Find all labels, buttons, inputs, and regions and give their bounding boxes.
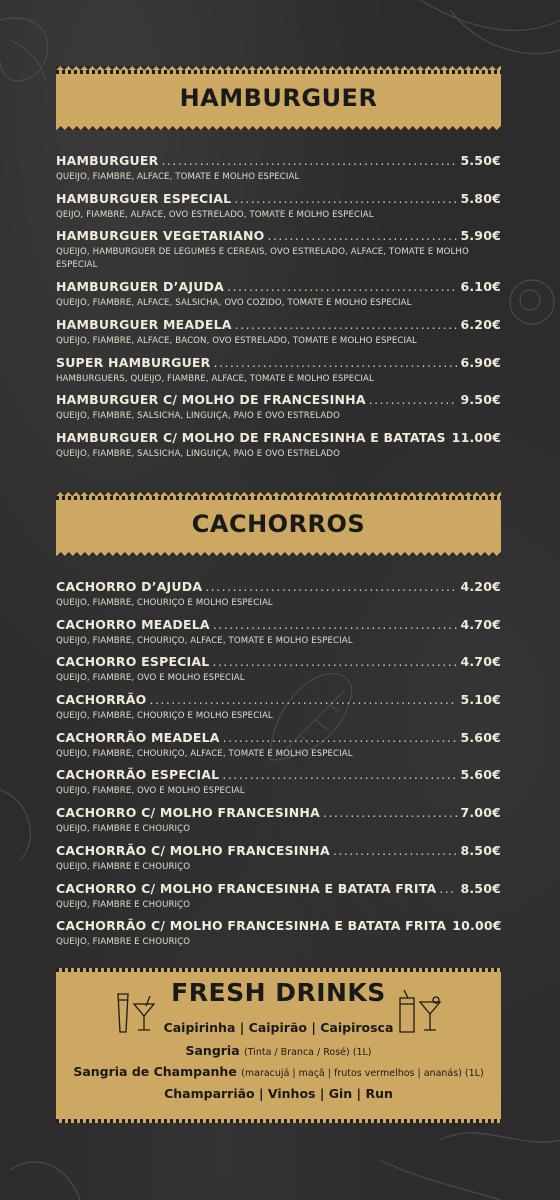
banner-zigzag-bottom: [56, 122, 501, 130]
item-description: QUEIJO, FIAMBRE, ALFACE, BACON, OVO ESTRELADO, TOMATE E MOLHO ESPECIAL: [56, 336, 417, 347]
leader-dots: [369, 392, 458, 408]
item-price: 10.00€: [452, 918, 502, 934]
menu-item: [56, 654, 501, 692]
item-description: QUEIJO, FIAMBRE E CHOURIÇO: [56, 937, 191, 948]
fresh-drinks-panel: [56, 968, 501, 1123]
item-price: 4.20€: [460, 579, 501, 594]
item-description: QUEIJO, FIAMBRE, OVO E MOLHO ESPECIAL: [56, 673, 245, 684]
menu-item: [56, 392, 501, 430]
item-name: CACHORRÃO C/ MOLHO FRANCESINHA: [56, 842, 330, 858]
item-price: 9.50€: [460, 392, 501, 408]
item-price: 6.10€: [460, 279, 501, 295]
drinks-line-champanhe: [56, 1064, 501, 1079]
drinks-line-others: Champarrião | Vinhos | Gin | Run: [164, 1086, 393, 1101]
item-description: QUEIJO, FIAMBRE, ALFACE, SALSICHA, OVO COZIDO, TOMATE E MOLHO ESPECIAL: [56, 298, 412, 309]
item-price: 5.90€: [460, 228, 501, 244]
menu-item: [56, 617, 501, 655]
cachorros-section-title: CACHORROS: [191, 510, 366, 538]
item-price: 11.00€: [451, 430, 502, 446]
item-name: HAMBURGUER C/ MOLHO DE FRANCESINHA E BATATAS: [56, 430, 446, 446]
item-price: 5.50€: [460, 153, 501, 168]
item-name: SUPER HAMBURGUER: [56, 354, 211, 370]
item-name: CACHORRO C/ MOLHO FRANCESINHA: [56, 805, 320, 821]
drinks-line-sangria: [56, 1043, 501, 1058]
leader-dots: [212, 654, 457, 670]
item-name: CACHORRO MEADELA: [56, 616, 210, 632]
item-name: HAMBURGUER VEGETARIANO: [56, 228, 265, 244]
leader-dots: [161, 153, 457, 169]
menu-item: [56, 430, 501, 468]
leader-dots: [213, 617, 458, 633]
item-description: QUEIJO, FIAMBRE, CHOURIÇO, ALFACE, TOMATE E MOLHO ESPECIAL: [56, 748, 353, 759]
menu-item: [56, 881, 501, 919]
fresh-drinks-title: FRESH DRINKS: [171, 978, 386, 1007]
item-price: 8.50€: [460, 842, 501, 858]
leader-dots: [323, 805, 457, 821]
menu-item: [56, 767, 501, 805]
item-price: 5.10€: [460, 692, 501, 708]
menu-item: [56, 918, 501, 956]
panel-stripe-bottom: [56, 1119, 501, 1123]
item-price: 6.20€: [460, 317, 501, 333]
menu-item: [56, 843, 501, 881]
leader-dots: [149, 692, 457, 708]
leader-dots: [439, 881, 457, 897]
item-name: HAMBURGUER D’AJUDA: [56, 279, 225, 295]
leader-dots: [235, 317, 458, 333]
item-price: 5.60€: [460, 729, 501, 745]
drinks-line-caipirinha: Caipirinha | Caipirão | Caipirosca: [163, 1020, 394, 1035]
item-description: QUEIJO, HAMBURGUER DE LEGUMES E CEREAIS, OVO ESTRELADO, ALFACE, TOMATE E MOLHO ESPECIAL: [56, 247, 469, 271]
item-description: QUEIJO, FIAMBRE, ALFACE, TOMATE E MOLHO ESPECIAL: [56, 172, 300, 182]
item-name: CACHORRO D’AJUDA: [56, 579, 203, 594]
item-description: QUEIJO, FIAMBRE E CHOURIÇO: [56, 899, 191, 910]
sangria-detail: (Tinta / Branca / Rosé) (1L): [244, 1047, 372, 1058]
banner-zigzag-bottom: [56, 548, 501, 556]
item-price: 7.00€: [460, 805, 501, 821]
hamburguer-section-title: HAMBURGUER: [179, 84, 378, 112]
leader-dots: [205, 579, 457, 595]
banner-stripe-top: [56, 70, 501, 74]
item-price: 8.50€: [460, 880, 501, 896]
item-description: HAMBURGUERS, QUEIJO, FIAMBRE, ALFACE, TOMATE E MOLHO ESPECIAL: [56, 373, 374, 384]
menu-item: [56, 730, 501, 768]
menu-item: [56, 355, 501, 393]
champanhe-detail: (maracujá | maçã | frutos vermelhos | ananás) (1L): [241, 1068, 484, 1079]
leader-dots: [333, 843, 458, 859]
item-name: HAMBURGUER: [56, 153, 159, 168]
sangria-label: Sangria: [185, 1043, 240, 1058]
item-price: 4.70€: [460, 616, 501, 632]
leader-dots: [227, 279, 457, 295]
item-name: CACHORRO ESPECIAL: [56, 654, 210, 670]
menu-item: [56, 191, 501, 229]
menu-item: [56, 279, 501, 317]
item-price: 6.90€: [460, 354, 501, 370]
item-description: QUEIJO, FIAMBRE E CHOURIÇO: [56, 861, 191, 872]
panel-stripe-top: [56, 968, 501, 972]
menu-item: [56, 805, 501, 843]
cachorros-list: [56, 579, 501, 956]
leader-dots: [213, 355, 457, 371]
item-price: 4.70€: [460, 654, 501, 670]
item-name: HAMBURGUER C/ MOLHO DE FRANCESINHA: [56, 392, 366, 408]
hamburguer-list: [56, 153, 501, 468]
item-description: QUEIJO, FIAMBRE E CHOURIÇO: [56, 824, 191, 835]
banner-stripe-top: [56, 496, 501, 500]
champanhe-label: Sangria de Champanhe: [73, 1064, 237, 1079]
item-description: QUEIJO, FIAMBRE, SALSICHA, LINGUIÇA, PAIO E OVO ESTRELADO: [56, 449, 340, 460]
item-description: QUEIJO, FIAMBRE, CHOURIÇO E MOLHO ESPECIAL: [56, 598, 273, 608]
cachorros-banner: [56, 496, 501, 552]
leader-dots: [222, 767, 457, 783]
hamburguer-banner: [56, 70, 501, 126]
item-name: CACHORRÃO MEADELA: [56, 729, 220, 745]
item-name: CACHORRÃO C/ MOLHO FRANCESINHA E BATATA FRITA: [56, 918, 447, 934]
menu-item: [56, 317, 501, 355]
item-name: CACHORRÃO ESPECIAL: [56, 767, 220, 783]
menu-item: [56, 692, 501, 730]
item-name: CACHORRÃO: [56, 692, 147, 708]
item-description: QUEIJO, FIAMBRE, OVO E MOLHO ESPECIAL: [56, 786, 245, 797]
item-description: QUEIJO, FIAMBRE, SALSICHA, LINGUIÇA, PAIO E OVO ESTRELADO: [56, 411, 340, 422]
leader-dots: [234, 191, 457, 207]
item-name: HAMBURGUER ESPECIAL: [56, 190, 232, 206]
leader-dots: [223, 730, 458, 746]
item-name: CACHORRO C/ MOLHO FRANCESINHA E BATATA FRITA: [56, 880, 437, 896]
item-price: 5.80€: [460, 190, 501, 206]
item-description: QUEIJO, FIAMBRE, CHOURIÇO E MOLHO ESPECIAL: [56, 711, 273, 722]
item-name: HAMBURGUER MEADELA: [56, 317, 232, 333]
menu-item: [56, 153, 501, 191]
item-description: QEIJO, FIAMBRE, ALFACE, OVO ESTRELADO, TOMATE E MOLHO ESPECIAL: [56, 209, 374, 220]
leader-dots: [267, 228, 457, 244]
menu-item: [56, 228, 501, 279]
item-price: 5.60€: [460, 767, 501, 783]
item-description: QUEIJO, FIAMBRE, CHOURIÇO, ALFACE, TOMATE E MOLHO ESPECIAL: [56, 635, 353, 646]
menu-item: [56, 579, 501, 617]
